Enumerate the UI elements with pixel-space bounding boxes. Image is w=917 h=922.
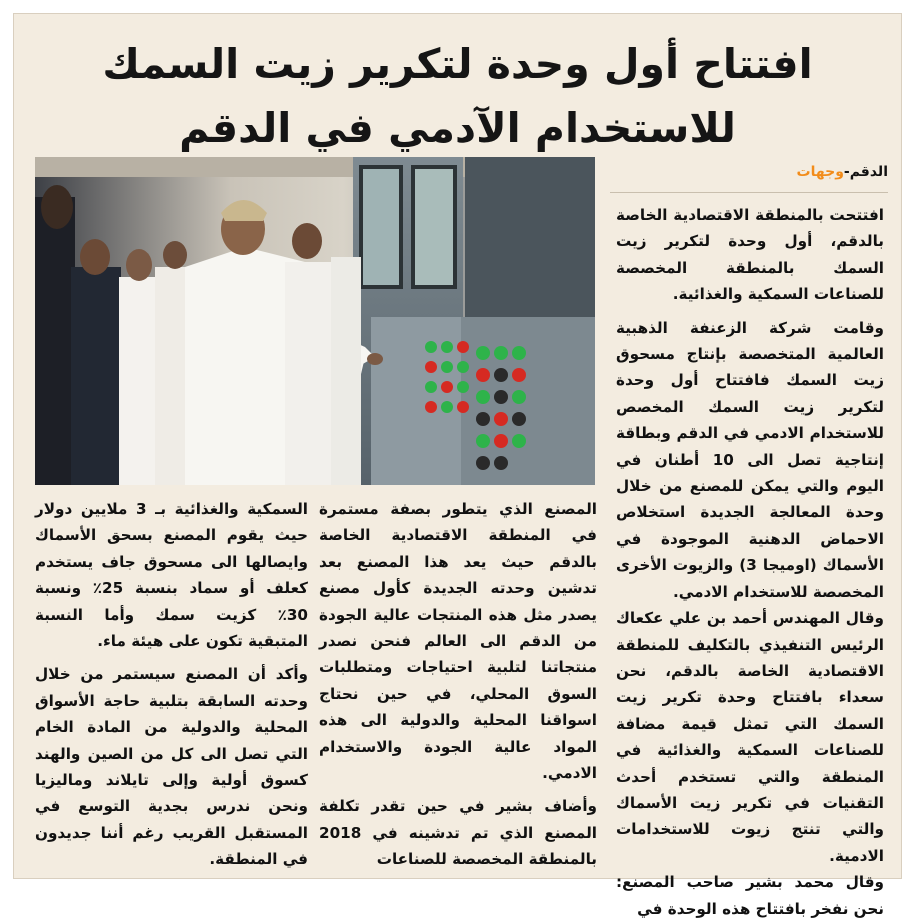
article-column-right [616,202,884,922]
paragraph: وقامت شركة الزعنفة الذهبية العالمية المتخصصة بإنتاج مسحوق زيت السمك فافتتاح أول وحدة لتكرير زيت السمك المخصص للاستخدام الادمي في الدقم وبطاقة إنتاجية تصل الى 10 أطنان في اليوم والتي يمكن للمصنع من خلال وحدة المعالجة الجديدة استخلاص الاحماض الدهنية الموجودة في الأسماك (اوميجا 3) والزيوت الأخرى المخصصة للاستخدام الادمي. [616,318,884,601]
paragraph: وأكد أن المصنع سيستمر من خلال وحدته السابقة بتلبية حاجة الأسواق المحلية والدولية من المادة الخام التي تصل الى كل من الصين والهند كسوق أولية وإلى تايلاند وماليزيا ونحن ندرس بجدية التوسع في المستقبل القريب رغم أننا جديدون في المنطقة. [35,665,308,869]
paragraph: السمكية والغذائية بـ 3 ملايين دولار حيث يقوم المصنع بسحق الأسماك وايصالها الى مسحوق جاف يستخدم كعلف أو سماد بنسبة 25٪ ونسبة 30٪ كزيت سمك وأما النسبة المتبقية تكون على هيئة ماء. [35,500,308,651]
paragraph: وقال محمد بشير صاحب المصنع: نحن نفخر بافتتاح هذه الوحدة في [616,873,884,918]
headline-line-2: للاستخدام الآدمي في الدقم [179,104,736,152]
section-tag [610,160,888,193]
article-column-middle [319,496,597,873]
paragraph: المصنع الذي يتطور بصفة مستمرة في المنطقة الاقتصادية الخاصة بالدقم حيث يعد هذا المصنع بعد تدشين وحدته الجديدة كأول مصنع يصدر مثل هذه المنتجات عالية الجودة من الدقم الى العالم فنحن نصدر منتجاتنا لتلبية احتياجات ومتطلبات السوق المحلي، في حين نحتاج اسواقنا المحلية والدولية الى هذه المواد عالية الجودة والاستخدام الادمي. [319,500,597,783]
article-column-left [35,496,308,873]
brand-logo: وجهات [796,164,844,180]
headline-line-1: افتتاح أول وحدة لتكرير زيت السمك [102,40,813,88]
paragraph: وأضاف بشير في حين تقدر تكلفة المصنع الذي تم تدشينه في 2018 بالمنطقة المخصصة للصناعات [319,797,597,869]
newspaper-page [13,13,902,918]
section-label [797,164,888,180]
factory-control-panel-photo [35,157,595,485]
paragraph: وقال المهندس أحمد بن علي عكعاك الرئيس التنفيذي بالتكليف للمنطقة الاقتصادية الخاصة بالدقم، نحن سعداء بافتتاح وحدة تكرير زيت السمك التي تمثل قيمة مضافة للصناعات السمكية والغذائية في المنطقة والتي تستخدم أحدث التقنيات في تكرير زيت الأسماك والتي تنتج زيوت للاستخدامات الادمية. [616,609,884,865]
section-place: الدقم [849,164,888,180]
section-separator: - [843,164,850,180]
paragraph: افتتحت بالمنطقة الاقتصادية الخاصة بالدقم، أول وحدة لتكرير زيت السمك بالمنطقة المخصصة للصناعات السمكية والغذائية. [616,206,884,304]
article-photo [35,157,595,485]
